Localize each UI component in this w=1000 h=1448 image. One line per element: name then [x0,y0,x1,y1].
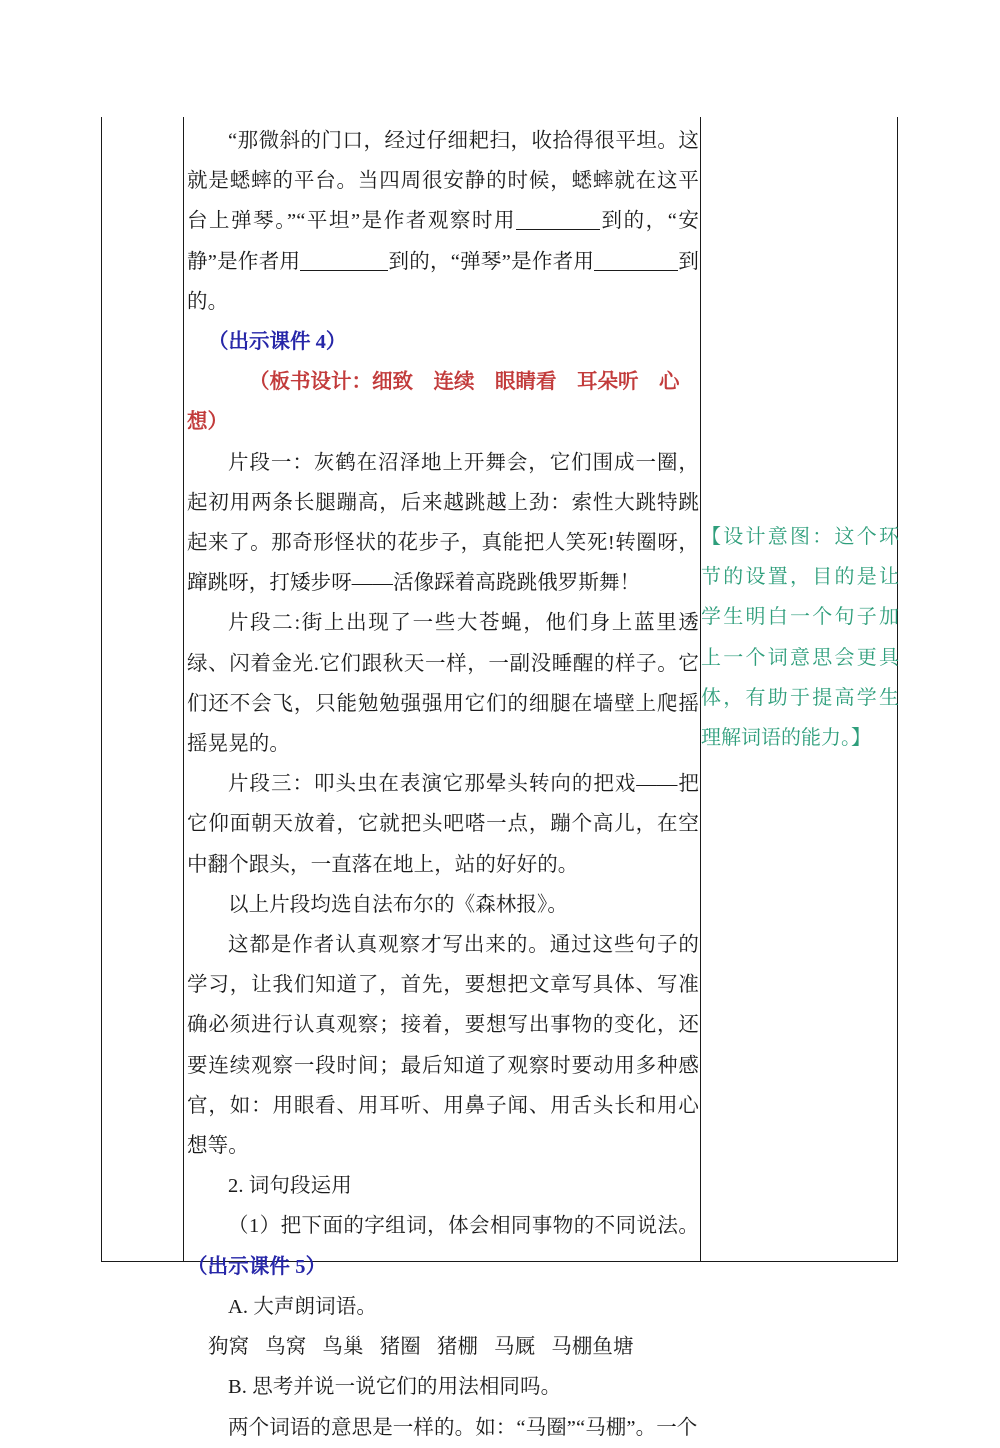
table-column-content [184,117,701,1439]
word-item: 马厩 [494,1336,536,1359]
word-item: 猪圈 [379,1336,421,1359]
item-1-text: （1）把下面的字组词，体会相同事物的不同说法。 [228,1215,699,1238]
fragment-3-paragraph: 片段三：叩头虫在表演它那晕头转向的把戏——把它仰面朝天放着，它就把头吧嗒一点，蹦个高儿，在空中翻个跟头，一直落在地上，站的好好的。 [187,773,699,876]
quote-part4: 到的。 [187,250,699,313]
fragment-2-paragraph: 片段二:街上出现了一些大苍蝇，他们身上蓝里透绿、闪着金光.它们跟秋天一样，一副没睡醒的样子。它们还不会飞，只能勉勉强强用它们的细腿在墙壁上爬摇摇晃晃的。 [187,612,699,756]
lesson-plan-table [101,117,899,1439]
quote-part3: 到的，“弹琴”是作者用 [388,250,595,273]
section-2-title: 2. 词句段运用 [228,1175,352,1198]
table-column-stage [102,117,184,1261]
quote-part1: “那微斜的门口，经过仔细耙扫，收拾得很平坦。这就是蟋蟀的平台。当四周很安静的时候，蟋蟀就在这平台上弹琴。”“平坦”是作者观察时用 [187,130,699,233]
table-column-notes [701,117,897,1261]
courseware-4-label: （出示课件 4） [208,331,347,354]
quote-paragraph [187,121,699,322]
blackboard-design-label: （板书设计：细致 连续 眼睛看 耳朵听 心想） [187,371,680,434]
word-item: 鸟窝 [265,1336,307,1359]
courseware-5-label: （出示课件 5） [187,1255,327,1278]
item-1-paragraph [187,1206,699,1286]
item-B-paragraph: B. 思考并说一说它们的用法相同吗。 [228,1376,562,1399]
fill-blank-1[interactable] [516,229,600,230]
item-A-paragraph: A. 大声朗词语。 [228,1295,377,1318]
word-list-row [187,1327,699,1367]
word-item: 猪棚 [436,1336,479,1359]
design-intent-note: 【设计意图：这个环节的设置，目的是让学生明白一个句子加上一个词意思会更具体，有助于提高学生理解词语的能力。】 [701,526,899,750]
fill-blank-3[interactable] [594,270,678,271]
last-line-paragraph: 两个词语的意思是一样的。如：“马圈”“马棚”。一个 [228,1416,698,1439]
word-item: 鸟巢 [322,1336,364,1359]
summary-paragraph: 这都是作者认真观察才写出来的。通过这些句子的学习，让我们知道了，首先，要想把文章写具体、写准确必须进行认真观察；接着，要想写出事物的变化，还要连续观察一段时间；最后知道了观察时要动用多种感官，如：用眼看、用耳听、用鼻子闻、用舌头长和用心想等。 [187,934,699,1158]
word-item: 狗窝 [208,1336,250,1359]
fill-blank-2[interactable] [300,270,388,271]
word-item: 马棚鱼塘 [551,1336,634,1359]
fragment-1-paragraph: 片段一：灰鹤在沼泽地上开舞会，它们围成一圈，起初用两条长腿蹦高，后来越跳越上劲：索性大跳特跳起来了。那奇形怪状的花步子，真能把人笑死!转圈呀，蹿跳呀，打矮步呀——活像踩着高跷跳俄罗斯舞！ [187,451,699,595]
source-note-paragraph: 以上片段均选自法布尔的《森林报》。 [228,893,568,916]
quote-part2: 到的，“安静”是作者用 [187,210,699,273]
